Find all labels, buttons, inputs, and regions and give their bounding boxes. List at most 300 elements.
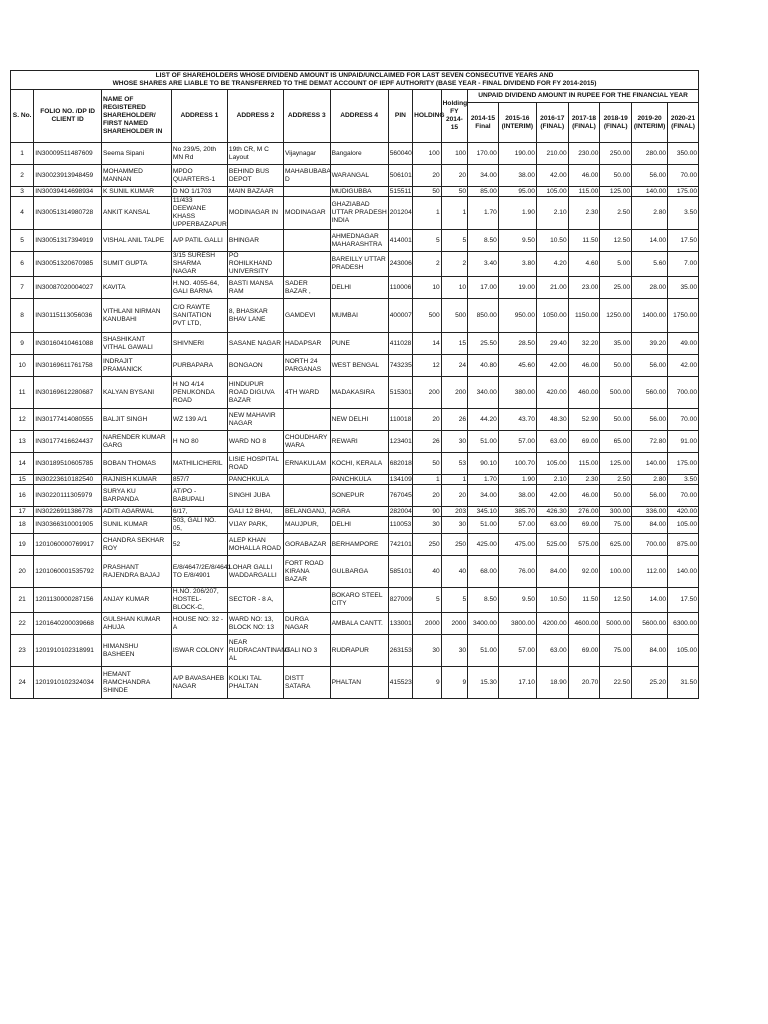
cell-holding: 250 xyxy=(413,534,442,556)
cell-amount: 84.00 xyxy=(632,517,668,534)
header-year-2018-19: 2018-19 (FINAL) xyxy=(600,103,632,143)
cell-address2: KOLKI TAL PHALTAN xyxy=(227,667,283,699)
cell-folio: IN30366310001905 xyxy=(34,517,102,534)
cell-address3: SADER BAZAR , xyxy=(284,277,331,299)
table-row xyxy=(11,453,699,475)
table-row xyxy=(11,333,699,355)
cell-amount: 45.60 xyxy=(498,355,536,377)
report-title-line1: LIST OF SHAREHOLDERS WHOSE DIVIDEND AMOUNT IS UNPAID/UNCLAIMED FOR LAST SEVEN CONSECUTIVE YEARS AND xyxy=(155,72,554,79)
cell-address2: WARD NO: 13, BLOCK NO: 13 xyxy=(227,613,283,635)
cell-amount: 2.80 xyxy=(632,475,668,485)
cell-folio: IN30220111305979 xyxy=(34,485,102,507)
cell-folio: IN30051314980728 xyxy=(34,197,102,230)
table-row xyxy=(11,277,699,299)
cell-holding-fy: 30 xyxy=(441,517,467,534)
cell-folio: IN30051320670985 xyxy=(34,252,102,277)
cell-folio: IN30226911386778 xyxy=(34,507,102,517)
cell-amount: 34.00 xyxy=(468,165,499,187)
table-row xyxy=(11,187,699,197)
cell-amount: 17.50 xyxy=(668,588,699,613)
cell-holding-fy: 40 xyxy=(441,556,467,588)
cell-amount: 115.00 xyxy=(568,453,600,475)
cell-amount: 625.00 xyxy=(600,534,632,556)
cell-address2: 8, BHASKAR BHAV LANE xyxy=(227,299,283,333)
cell-name: K SUNIL KUMAR xyxy=(102,187,172,197)
report-title xyxy=(11,71,699,90)
header-sno: S. No. xyxy=(11,90,34,143)
cell-folio: IN30051317394919 xyxy=(34,230,102,252)
cell-address2: HINDUPUR ROAD DIGUVA BAZAR xyxy=(227,377,283,409)
cell-holding-fy: 30 xyxy=(441,431,467,453)
cell-address2: SASANE NAGAR xyxy=(227,333,283,355)
cell-folio: 1201640200039668 xyxy=(34,613,102,635)
cell-address4: AMBALA CANTT. xyxy=(330,613,388,635)
cell-amount: 2.30 xyxy=(568,475,600,485)
cell-address3 xyxy=(284,588,331,613)
cell-amount: 1.90 xyxy=(498,197,536,230)
cell-amount: 84.00 xyxy=(536,556,568,588)
cell-amount: 50.00 xyxy=(600,355,632,377)
table-row xyxy=(11,431,699,453)
cell-holding-fy: 20 xyxy=(441,165,467,187)
cell-amount: 3400.00 xyxy=(468,613,499,635)
cell-address3 xyxy=(284,230,331,252)
table-row xyxy=(11,475,699,485)
cell-name: PRASHANT RAJENDRA BAJAJ xyxy=(102,556,172,588)
cell-address1: MPDO QUARTERS-1 xyxy=(171,165,227,187)
cell-address3: DURGA NAGAR xyxy=(284,613,331,635)
header-address3: ADDRESS 3 xyxy=(284,90,331,143)
cell-holding: 10 xyxy=(413,277,442,299)
cell-address1: PURBAPARA xyxy=(171,355,227,377)
cell-sno: 3 xyxy=(11,187,34,197)
cell-amount: 105.00 xyxy=(668,635,699,667)
cell-sno: 4 xyxy=(11,197,34,230)
cell-amount: 28.50 xyxy=(498,333,536,355)
cell-address1: C/O RAWTE SANITATION PVT LTD, xyxy=(171,299,227,333)
cell-amount: 420.00 xyxy=(536,377,568,409)
cell-pin: 243006 xyxy=(388,252,412,277)
cell-amount: 90.10 xyxy=(468,453,499,475)
cell-amount: 25.50 xyxy=(468,333,499,355)
cell-amount: 50.00 xyxy=(600,409,632,431)
cell-address1: SHIVNERI xyxy=(171,333,227,355)
cell-name: INDRAJIT PRAMANICK xyxy=(102,355,172,377)
cell-holding: 12 xyxy=(413,355,442,377)
cell-address4: MUMBAI xyxy=(330,299,388,333)
cell-address2: VIJAY PARK, xyxy=(227,517,283,534)
table-row xyxy=(11,355,699,377)
cell-sno: 16 xyxy=(11,485,34,507)
cell-amount: 5000.00 xyxy=(600,613,632,635)
cell-holding: 50 xyxy=(413,453,442,475)
cell-amount: 425.00 xyxy=(468,534,499,556)
cell-holding: 90 xyxy=(413,507,442,517)
cell-amount: 12.50 xyxy=(600,230,632,252)
cell-folio: IN30169611761758 xyxy=(34,355,102,377)
table-body xyxy=(11,143,699,699)
cell-amount: 46.00 xyxy=(568,355,600,377)
cell-amount: 42.00 xyxy=(668,355,699,377)
cell-amount: 575.00 xyxy=(568,534,600,556)
cell-holding: 5 xyxy=(413,230,442,252)
cell-name: SHASHIKANT VITHAL GAWALI xyxy=(102,333,172,355)
cell-name: RAJNISH KUMAR xyxy=(102,475,172,485)
cell-pin: 827009 xyxy=(388,588,412,613)
cell-pin: 282004 xyxy=(389,507,412,515)
cell-amount: 56.00 xyxy=(632,355,668,377)
cell-address3: GALI NO 3 xyxy=(284,635,331,667)
cell-sno: 22 xyxy=(11,613,34,635)
cell-folio: IN30023913948459 xyxy=(34,165,102,187)
cell-amount: 76.00 xyxy=(498,556,536,588)
cell-sno: 17 xyxy=(11,507,34,517)
cell-holding: 30 xyxy=(413,635,442,667)
cell-sno: 11 xyxy=(11,377,34,409)
cell-address4: PANCHKULA xyxy=(330,475,388,485)
cell-pin: 400007 xyxy=(388,299,412,333)
cell-amount: 38.00 xyxy=(498,165,536,187)
cell-sno: 18 xyxy=(11,517,34,534)
cell-amount: 250.00 xyxy=(600,143,632,165)
cell-holding: 500 xyxy=(413,299,442,333)
cell-address4: RUDRAPUR xyxy=(330,635,388,667)
cell-name: CHANDRA SEKHAR ROY xyxy=(102,534,172,556)
cell-address3 xyxy=(284,409,331,431)
cell-pin: 110006 xyxy=(388,277,412,299)
cell-address1: 503, GALI NO. 05, xyxy=(171,517,227,534)
cell-sno: 23 xyxy=(11,635,34,667)
cell-amount: 28.00 xyxy=(632,277,668,299)
cell-amount: 14.00 xyxy=(632,588,668,613)
cell-amount: 20.70 xyxy=(568,667,600,699)
cell-address4: NEW DELHI xyxy=(330,409,388,431)
cell-amount: 25.00 xyxy=(600,277,632,299)
cell-holding-fy: 20 xyxy=(441,485,467,507)
cell-folio: IN30009511487609 xyxy=(34,143,102,165)
cell-sno: 1 xyxy=(11,143,34,165)
cell-amount: 44.20 xyxy=(468,409,499,431)
cell-pin: 682018 xyxy=(388,453,412,475)
cell-address2: NEAR RUDRACANTINANT AL xyxy=(227,635,283,667)
cell-address4: DELHI xyxy=(330,517,388,534)
cell-amount: 57.00 xyxy=(498,431,536,453)
cell-amount: 39.20 xyxy=(632,333,668,355)
cell-address4: PUNE xyxy=(330,333,388,355)
cell-address3: GAMDEVI xyxy=(284,299,331,333)
header-year-2015-16: 2015-16 (INTERIM) xyxy=(498,103,536,143)
cell-address4: MADAKASIRA xyxy=(330,377,388,409)
cell-amount: 125.00 xyxy=(600,453,632,475)
cell-holding: 5 xyxy=(413,588,442,613)
cell-amount: 51.00 xyxy=(468,517,499,534)
cell-amount: 1750.00 xyxy=(668,299,699,333)
cell-amount: 9.50 xyxy=(498,230,536,252)
cell-holding: 1 xyxy=(413,475,442,485)
cell-address1: E/8/4647/2E/8/4641 TO E/8/4901 xyxy=(171,556,227,588)
table-row xyxy=(11,588,699,613)
cell-amount: 1150.00 xyxy=(568,299,600,333)
cell-holding: 40 xyxy=(413,556,442,588)
cell-amount: 23.00 xyxy=(568,277,600,299)
cell-amount: 140.00 xyxy=(668,556,699,588)
header-holding: HOLDING xyxy=(413,90,442,143)
cell-amount: 500.00 xyxy=(600,377,632,409)
cell-amount: 175.00 xyxy=(668,187,699,197)
table-row xyxy=(11,299,699,333)
cell-pin: 415523 xyxy=(388,667,412,699)
cell-amount: 5.00 xyxy=(600,252,632,277)
cell-address3 xyxy=(284,485,331,507)
cell-address1: 6/17, xyxy=(171,507,227,517)
cell-pin: 133001 xyxy=(388,613,412,635)
cell-amount: 14.00 xyxy=(632,230,668,252)
cell-amount: 350.00 xyxy=(668,143,699,165)
cell-holding-fy: 9 xyxy=(441,667,467,699)
table-row xyxy=(11,252,699,277)
cell-amount: 46.00 xyxy=(568,485,600,507)
cell-sno: 20 xyxy=(11,556,34,588)
cell-sno: 5 xyxy=(11,230,34,252)
cell-amount: 105.00 xyxy=(536,187,568,197)
cell-amount: 11.50 xyxy=(568,588,600,613)
header-year-2017-18: 2017-18 (FINAL) xyxy=(568,103,600,143)
cell-holding-fy: 250 xyxy=(441,534,467,556)
table-row xyxy=(11,635,699,667)
cell-pin: 515511 xyxy=(389,187,412,195)
cell-amount: 460.00 xyxy=(568,377,600,409)
cell-address3: FORT ROAD KIRANA BAZAR xyxy=(284,556,331,588)
cell-address3 xyxy=(284,187,331,197)
cell-address2: SECTOR - 8 A, xyxy=(227,588,283,613)
cell-address4: WEST BENGAL xyxy=(330,355,388,377)
cell-address2: GALI 12 BHAI, xyxy=(227,507,283,517)
cell-amount: 17.50 xyxy=(668,230,699,252)
cell-address1: No 239/5, 20th MN Rd xyxy=(171,143,227,165)
cell-amount: 91.00 xyxy=(668,431,699,453)
cell-address3: 4TH WARD xyxy=(284,377,331,409)
header-address4: ADDRESS 4 xyxy=(330,90,388,143)
cell-address1: 3/15 SURESH SHARMA NAGAR xyxy=(171,252,227,277)
table-row xyxy=(11,507,699,517)
cell-address1: WZ 139 A/1 xyxy=(171,409,227,431)
cell-pin: 134109 xyxy=(389,475,412,483)
cell-holding: 20 xyxy=(413,485,442,507)
cell-amount: 8.50 xyxy=(468,588,499,613)
cell-holding: 100 xyxy=(413,143,442,165)
cell-folio: IN30039414698934 xyxy=(34,187,102,197)
table-row xyxy=(11,165,699,187)
cell-address2: PANCHKULA xyxy=(227,475,283,485)
cell-address2: BASTI MANSA RAM xyxy=(227,277,283,299)
header-holding-fy: Holding FY 2014-15 xyxy=(441,90,467,143)
cell-amount: 300.00 xyxy=(600,507,632,517)
cell-amount: 115.00 xyxy=(568,187,600,197)
cell-amount: 75.00 xyxy=(600,635,632,667)
cell-amount: 560.00 xyxy=(632,377,668,409)
cell-folio: 1201910102318991 xyxy=(34,635,102,667)
cell-address2: ALEP KHAN MOHALLA ROAD xyxy=(227,534,283,556)
header-folio: FOLIO NO. /DP ID CLIENT ID xyxy=(34,90,102,143)
cell-amount: 850.00 xyxy=(468,299,499,333)
cell-folio: IN30189510605785 xyxy=(34,453,102,475)
cell-amount: 340.00 xyxy=(468,377,499,409)
cell-holding-fy: 200 xyxy=(441,377,467,409)
cell-amount: 70.00 xyxy=(668,409,699,431)
cell-amount: 6300.00 xyxy=(668,613,699,635)
cell-name: BALJIT SINGH xyxy=(102,409,172,431)
cell-holding-fy: 30 xyxy=(441,635,467,667)
cell-amount: 17.00 xyxy=(468,277,499,299)
cell-amount: 84.00 xyxy=(632,635,668,667)
cell-address2: LISIE HOSPITAL ROAD xyxy=(227,453,283,475)
cell-amount: 3.50 xyxy=(668,197,699,230)
cell-address4: AHMEDNAGAR MAHARASHTRA xyxy=(330,230,388,252)
cell-pin: 743235 xyxy=(388,355,412,377)
cell-amount: 475.00 xyxy=(498,534,536,556)
cell-name: SUNIL KUMAR xyxy=(102,517,172,534)
cell-address4: REWARI xyxy=(330,431,388,453)
cell-amount: 25.20 xyxy=(632,667,668,699)
cell-folio: IN30177416624437 xyxy=(34,431,102,453)
cell-amount: 31.50 xyxy=(668,667,699,699)
cell-amount: 1.90 xyxy=(498,475,536,485)
cell-amount: 1.70 xyxy=(468,475,499,485)
cell-address3: ERNAKULAM xyxy=(284,453,331,475)
cell-name: KALYAN BYSANI xyxy=(102,377,172,409)
cell-pin: 411028 xyxy=(388,333,412,355)
cell-amount: 85.00 xyxy=(468,187,499,197)
cell-holding-fy: 26 xyxy=(441,409,467,431)
cell-amount: 68.00 xyxy=(468,556,499,588)
cell-pin: 742101 xyxy=(388,534,412,556)
cell-amount: 140.00 xyxy=(632,187,668,197)
cell-address2: BONGAON xyxy=(227,355,283,377)
cell-amount: 100.70 xyxy=(498,453,536,475)
cell-amount: 1250.00 xyxy=(600,299,632,333)
cell-holding-fy: 1 xyxy=(441,475,467,485)
cell-name: ANJAY KUMAR xyxy=(102,588,172,613)
cell-amount: 170.00 xyxy=(468,143,499,165)
cell-holding: 2000 xyxy=(413,613,442,635)
cell-amount: 92.00 xyxy=(568,556,600,588)
table-row xyxy=(11,485,699,507)
cell-pin: 560040 xyxy=(388,143,412,165)
cell-holding-fy: 100 xyxy=(441,143,467,165)
cell-sno: 21 xyxy=(11,588,34,613)
cell-sno: 6 xyxy=(11,252,34,277)
header-address1: ADDRESS 1 xyxy=(171,90,227,143)
cell-amount: 69.00 xyxy=(568,431,600,453)
cell-amount: 5600.00 xyxy=(632,613,668,635)
cell-folio: IN30223610182540 xyxy=(34,475,102,485)
cell-address1: H.NO. 206/207, HOSTEL-BLOCK-C, xyxy=(171,588,227,613)
cell-amount: 1400.00 xyxy=(632,299,668,333)
table-row xyxy=(11,613,699,635)
cell-name: ANKIT KANSAL xyxy=(102,197,172,230)
cell-sno: 24 xyxy=(11,667,34,699)
cell-name: GULSHAN KUMAR AHUJA xyxy=(102,613,172,635)
cell-amount: 69.00 xyxy=(568,635,600,667)
cell-pin: 123401 xyxy=(388,431,412,453)
cell-address3: GORABAZAR xyxy=(284,534,331,556)
cell-address3: MAUJPUR, xyxy=(284,517,331,534)
cell-sno: 19 xyxy=(11,534,34,556)
cell-sno: 9 xyxy=(11,333,34,355)
cell-holding-fy: 5 xyxy=(441,588,467,613)
cell-address4: BERHAMPORE xyxy=(330,534,388,556)
cell-amount: 9.50 xyxy=(498,588,536,613)
cell-holding-fy: 1 xyxy=(441,197,467,230)
cell-holding-fy: 10 xyxy=(441,277,467,299)
cell-amount: 34.00 xyxy=(468,485,499,507)
cell-amount: 69.00 xyxy=(568,517,600,534)
cell-amount: 42.00 xyxy=(536,355,568,377)
cell-amount: 2.50 xyxy=(600,197,632,230)
cell-address1: H NO 80 xyxy=(171,431,227,453)
cell-address1: HOUSE NO: 32 - A xyxy=(171,613,227,635)
cell-address4: SONEPUR xyxy=(330,485,388,507)
cell-amount: 2.80 xyxy=(632,197,668,230)
cell-address2: PO ROHILKHAND UNIVERSITY xyxy=(227,252,283,277)
header-pin: PIN xyxy=(388,90,412,143)
cell-pin: 767045 xyxy=(388,485,412,507)
cell-name: MOHAMMED MANNAN xyxy=(102,165,172,187)
cell-amount: 51.00 xyxy=(468,431,499,453)
cell-amount: 21.00 xyxy=(536,277,568,299)
cell-name: KAVITA xyxy=(102,277,172,299)
cell-pin: 263153 xyxy=(388,635,412,667)
cell-name: BOBAN THOMAS xyxy=(102,453,172,475)
cell-address1: A/P PATIL GALLI xyxy=(171,230,227,252)
cell-folio: IN30087020004027 xyxy=(34,277,102,299)
cell-pin: 110018 xyxy=(388,409,412,431)
cell-amount: 280.00 xyxy=(632,143,668,165)
cell-amount: 210.00 xyxy=(536,143,568,165)
cell-address3: NORTH 24 PARGANAS xyxy=(284,355,331,377)
cell-address2: LOHAR GALLI WADDARGALLI xyxy=(227,556,283,588)
cell-name: ADITI AGARWAL xyxy=(102,507,172,517)
cell-address4: DELHI xyxy=(330,277,388,299)
cell-amount: 57.00 xyxy=(498,517,536,534)
cell-name: Seema Sipani xyxy=(102,143,172,165)
cell-amount: 22.50 xyxy=(600,667,632,699)
cell-amount: 57.00 xyxy=(498,635,536,667)
cell-holding-fy: 53 xyxy=(441,453,467,475)
cell-amount: 175.00 xyxy=(668,453,699,475)
cell-amount: 950.00 xyxy=(498,299,536,333)
header-year-2014-15: 2014-15 Final xyxy=(468,103,499,143)
cell-amount: 51.00 xyxy=(468,635,499,667)
cell-amount: 420.00 xyxy=(668,507,699,517)
cell-holding-fy: 5 xyxy=(441,230,467,252)
cell-amount: 385.70 xyxy=(498,507,536,517)
cell-address3 xyxy=(284,475,331,485)
cell-address4: BAREILLY UTTAR PRADESH xyxy=(330,252,388,277)
cell-address3: MODINAGAR xyxy=(284,197,331,230)
cell-amount: 345.10 xyxy=(468,507,499,517)
cell-amount: 336.00 xyxy=(632,507,668,517)
cell-pin: 515301 xyxy=(388,377,412,409)
cell-name: VISHAL ANIL TALPE xyxy=(102,230,172,252)
report-title-line2: WHOSE SHARES ARE LIABLE TO BE TRANSFERRED TO THE DEMAT ACCOUNT OF IEPF AUTHORITY (BASE YEAR - FINAL DIVIDEND FOR FY 2014-2015) xyxy=(112,80,597,87)
cell-amount: 56.00 xyxy=(632,165,668,187)
cell-address4: PHALTAN xyxy=(330,667,388,699)
cell-amount: 426.30 xyxy=(536,507,568,517)
cell-sno: 7 xyxy=(11,277,34,299)
shareholder-table xyxy=(10,70,699,699)
cell-address4: WARANGAL xyxy=(330,165,388,187)
